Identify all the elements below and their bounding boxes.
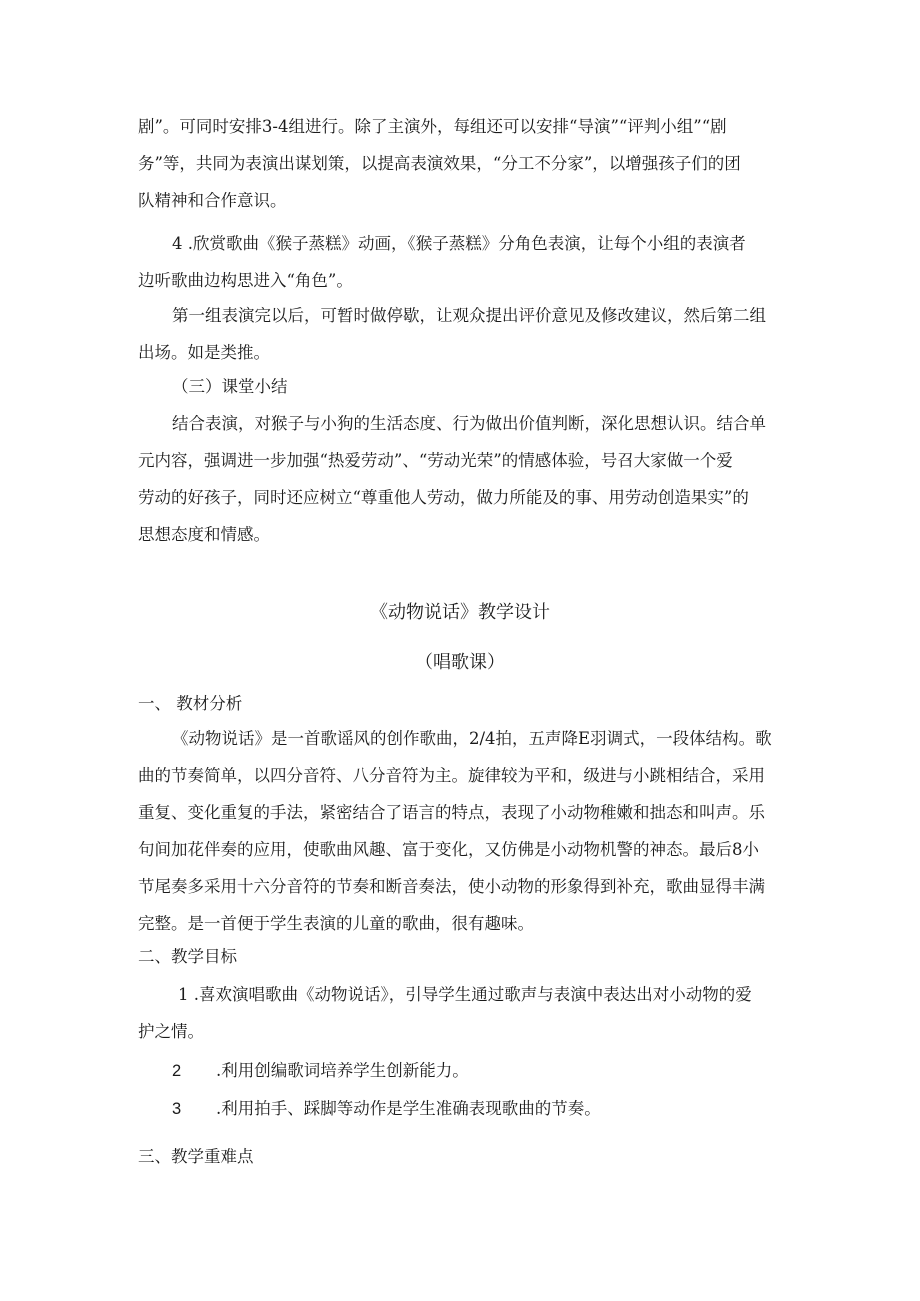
section-heading-summary: （三）课堂小结	[172, 377, 288, 396]
goal-3	[138, 1090, 790, 1128]
text-line: 第一组表演完以后，可暂时做停歇，让观众提出评价意见及修改建议，然后第二组	[172, 306, 766, 325]
heading-material-analysis: 一、 教材分析	[138, 694, 243, 713]
text-line: 边听歌曲边构思进入“角色”。	[138, 271, 353, 290]
goal-text: .利用拍手、踩脚等动作是学生准确表现歌曲的节奏。	[216, 1099, 601, 1118]
text-line: 完整。是一首便于学生表演的儿童的歌曲，很有趣味。	[138, 914, 534, 933]
text-line: 节尾奏多采用十六分音符的节奏和断音奏法，使小动物的形象得到补充，歌曲显得丰满	[138, 877, 765, 896]
text-line: 护之情。	[138, 1022, 204, 1041]
goal-number: 3	[172, 1100, 182, 1118]
text-line: 劳动的好孩子，同时还应树立“尊重他人劳动，做力所能及的事、用劳动创造果实”的	[138, 488, 749, 507]
text-line: 务”等，共同为表演出谋划策，以提高表演效果，“分工不分家”，以增强孩子们的团	[138, 154, 741, 173]
text-line: 句间加花伴奏的应用，使歌曲风趣、富于变化，又仿佛是小动物机警的神态。最后8小	[138, 840, 759, 859]
document-title: 《动物说话》教学设计	[370, 602, 550, 623]
goal-number: 2	[172, 1062, 182, 1080]
text-line: 元内容，强调进一步加强“热爱劳动”、“劳动光荣”的情感体验，号召大家做一个爱	[138, 451, 733, 470]
text-line: 重复、变化重复的手法，紧密结合了语言的特点，表现了小动物稚嫩和拙态和叫声。乐	[138, 803, 765, 822]
paragraph-performance-groups	[138, 108, 790, 219]
goal-text: .利用创编歌词培养学生创新能力。	[216, 1061, 469, 1080]
text-line: 出场。如是类推。	[138, 343, 270, 362]
document-subtitle: （唱歌课）	[415, 652, 505, 673]
text-line: 1 .喜欢演唱歌曲《动物说话》，引导学生通过歌声与表演中表达出对小动物的爱	[178, 985, 752, 1004]
text-line: 4 .欣赏歌曲《猴子蒸糕》动画，《猴子蒸糕》分角色表演，让每个小组的表演者	[172, 234, 746, 253]
paragraph-summary	[138, 405, 790, 553]
text-line: 《动物说话》是一首歌谣风的创作歌曲，2/4拍，五声降E羽调式，一段体结构。歌	[172, 729, 772, 748]
paragraph-step-4	[138, 225, 790, 299]
goal-1	[138, 976, 790, 1050]
heading-teaching-goals: 二、教学目标	[138, 947, 237, 966]
text-line: 思想态度和情感。	[138, 525, 270, 544]
text-line: 队精神和合作意识。	[138, 191, 287, 210]
heading-key-difficulties: 三、教学重难点	[138, 1147, 254, 1166]
paragraph-material-analysis	[138, 720, 790, 942]
text-line: 结合表演，对猴子与小狗的生活态度、行为做出价值判断，深化思想认识。结合单	[172, 414, 766, 433]
text-line: 剧”。可同时安排3-4组进行。除了主演外，每组还可以安排“导演”“评判小组”“剧	[138, 117, 727, 136]
text-line: 曲的节奏简单，以四分音符、八分音符为主。旋律较为平和，级进与小跳相结合，采用	[138, 766, 765, 785]
paragraph-first-group	[138, 297, 790, 371]
goal-2	[138, 1052, 790, 1090]
